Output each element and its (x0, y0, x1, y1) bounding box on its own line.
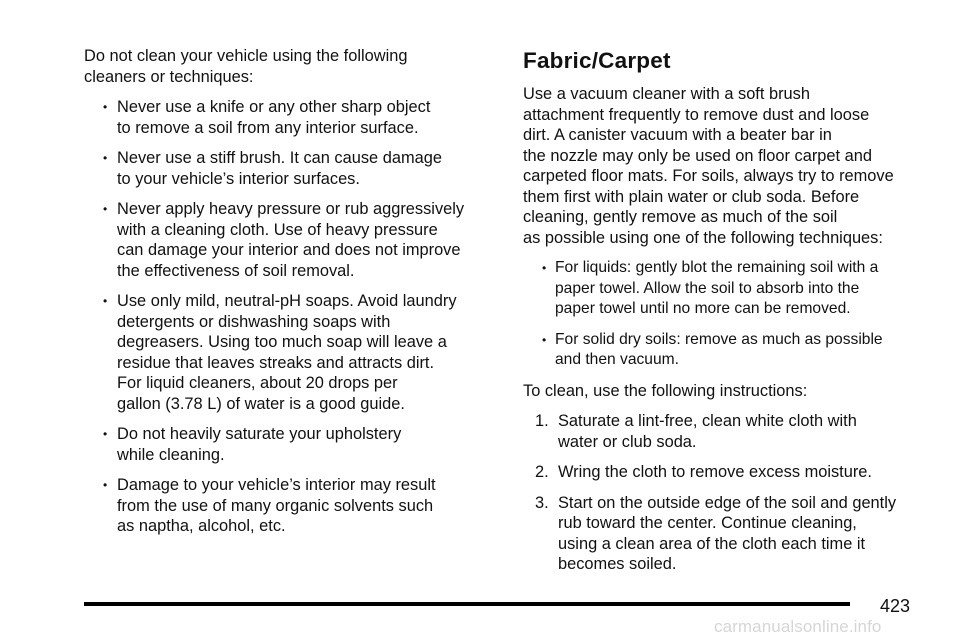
bullet-icon: • (103, 151, 108, 165)
bullet-icon: • (103, 427, 108, 441)
cleaning-steps-list (523, 411, 935, 575)
list-item (523, 493, 935, 575)
list-item (523, 258, 935, 320)
step-text: Wring the cloth to remove excess moisture. (558, 463, 872, 481)
list-item-text: Never use a knife or any other sharp object to remove a soil from any interior surface. (117, 98, 431, 137)
left-column (84, 46, 496, 547)
list-item-text: For liquids: gently blot the remaining soil with a paper towel. Allow the soil to absorb into the paper towel until no more can be removed. (555, 259, 879, 317)
list-item (84, 97, 496, 138)
cleaning-warnings-list (84, 97, 496, 537)
soil-techniques-list (523, 258, 935, 371)
section-heading: Fabric/Carpet (523, 48, 671, 73)
bullet-icon: • (103, 478, 108, 492)
list-item (84, 199, 496, 281)
left-intro-paragraph: Do not clean your vehicle using the following cleaners or techniques: (84, 47, 408, 86)
list-item (523, 411, 935, 452)
list-item (84, 424, 496, 465)
list-item (84, 148, 496, 189)
footer-rule (84, 602, 850, 606)
list-item-text: Never use a stiff brush. It can cause damage to your vehicle’s interior surfaces. (117, 149, 442, 188)
list-item-text: Damage to your vehicle’s interior may result from the use of many organic solvents such as naptha, alcohol, etc. (117, 476, 436, 535)
list-item (84, 475, 496, 537)
bullet-icon: • (542, 261, 547, 275)
list-item (84, 291, 496, 414)
step-number: 2. (535, 463, 549, 481)
list-item-text: Use only mild, neutral-pH soaps. Avoid laundry detergents or dishwashing soaps with degreasers. Using too much soap will leave a residue that leaves streaks and attracts dirt. For liquid cleaners, about 20 drops per gallon (3.78 L) of water is a good guide. (117, 292, 457, 413)
bullet-icon: • (542, 332, 547, 347)
bullet-icon: • (103, 100, 108, 114)
page-number: 423 (880, 596, 911, 616)
step-text: Saturate a lint-free, clean white cloth with water or club soda. (558, 412, 857, 451)
right-column (523, 46, 935, 585)
step-number: 3. (535, 493, 549, 512)
list-item-text: Never apply heavy pressure or rub aggressively with a cleaning cloth. Use of heavy pressure can damage your interior and does not improve the effectiveness of soil removal. (117, 200, 465, 280)
bullet-icon: • (103, 202, 108, 216)
instructions-intro: To clean, use the following instructions: (523, 381, 808, 400)
right-intro-paragraph: Use a vacuum cleaner with a soft brush attachment frequently to remove dust and loose dirt. A canister vacuum with a beater bar in the nozzle may only be used on floor carpet and carpeted floor mats. For soils, always try to remove them first with plain water or club soda. Before cleaning, gently remove as much of the soil as possible using one of the following techniques: (523, 85, 894, 247)
list-item (523, 462, 935, 483)
list-item-text: Do not heavily saturate your upholstery while cleaning. (117, 425, 402, 464)
step-text: Start on the outside edge of the soil and gently rub toward the center. Continue cleaning, using a clean area of the cloth each time it becomes soiled. (558, 493, 897, 573)
step-number: 1. (535, 412, 549, 430)
list-item-text: For solid dry soils: remove as much as possible and then vacuum. (555, 330, 883, 368)
list-item (523, 330, 935, 371)
bullet-icon: • (103, 294, 108, 308)
watermark: carmanualsonline.info (714, 617, 882, 636)
